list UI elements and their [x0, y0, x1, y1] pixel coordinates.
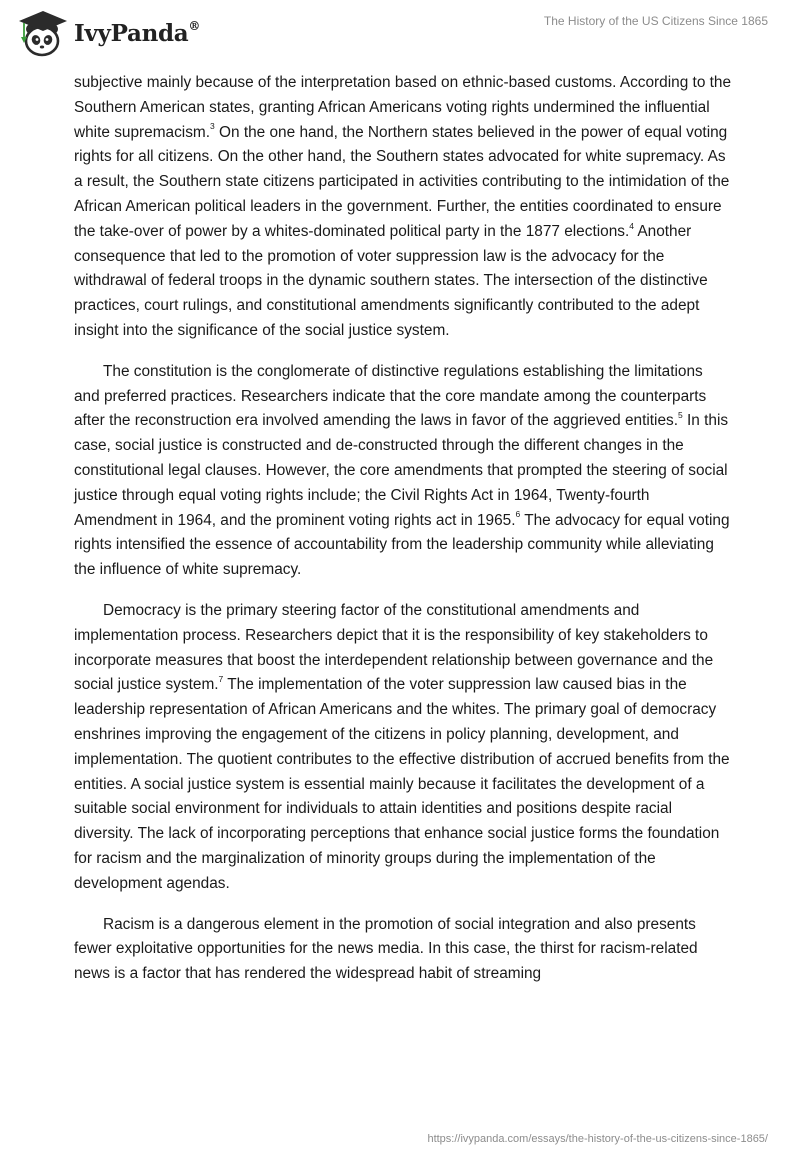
essay-paragraph [74, 913, 732, 987]
paragraph-text: In this case, social justice is constructed and de-constructed through the different changes in the constitutional legal clauses. However, the core amendments that prompted the steering of social justice through equal voting rights include; the Civil Rights Act in 1964, Twenty-fourth Amendment in 1964, and the prominent voting rights act in 1965. [74, 412, 729, 529]
footnote-ref: 5 [678, 410, 683, 421]
brand-name: IvyPanda® [74, 18, 201, 47]
footnote-ref: 7 [218, 674, 224, 685]
paragraph-text: On the one hand, the Northern states believed in the power of equal voting rights for all citizens. On the other hand, the Southern states advocated for white supremacy. As a result, the Southern state citizens participated in activities contributing to the intimidation of the African American political leaders in the government. Further, the entities coordinated to ensure the take-over of power by a whites-dominated political party in the 1877 elections. [74, 123, 730, 240]
page-header [0, 0, 800, 66]
paragraph-text: Democracy is the primary steering factor of the constitutional amendments and implementation process. Researchers depict that it is the responsibility of key stakeholders to incorporate measures that boost the interdependent relationship between governance and the social justice system. [74, 601, 714, 694]
essay-body [74, 71, 732, 1003]
source-url[interactable]: https://ivypanda.com/essays/the-history-of-the-us-citizens-since-1865/ [427, 1133, 768, 1145]
ivypanda-logo[interactable] [16, 8, 200, 58]
paragraph-text: subjective mainly because of the interpretation based on ethnic-based customs. According to the Southern American states, granting African Americans voting rights undermined the influential white supremacism. [74, 74, 732, 141]
paragraph-text: The constitution is the conglomerate of distinctive regulations establishing the limitations and preferred practices. Researchers indicate that the core mandate among the counterparts after the reconstruction era involved amending the laws in favor of the aggrieved entities. [74, 362, 707, 430]
document-title: The History of the US Citizens Since 1865 [543, 14, 768, 28]
panda-graduate-icon [16, 8, 70, 58]
essay-paragraph [74, 599, 732, 897]
essay-paragraph [74, 71, 732, 344]
footnote-ref: 6 [515, 509, 521, 520]
footnote-ref: 3 [210, 121, 215, 132]
essay-paragraph [74, 360, 732, 583]
paragraph-text: Another consequence that led to the promotion of voter suppression law is the advocacy for the withdrawal of federal troops in the dynamic southern states. The intersection of the distinctive practices, court rulings, and constitutional amendments significantly contributed to the adept insight into the significance of the social justice system. [74, 222, 708, 339]
paragraph-text: The implementation of the voter suppression law caused bias in the leadership representation of African Americans and the whites. The primary goal of democracy enshrines improving the engagement of the citizens in policy planning, development, and implementation. The quotient contributes to the effective distribution of accrued benefits from the entities. A social justice system is essential mainly because it facilitates the development of a suitable social environment for individuals to attain identities and positions despite racial diversity. The lack of incorporating perceptions that enhance social justice forms the foundation for racism and the marginalization of minority groups during the implementation of the development agendas. [74, 676, 730, 892]
paragraph-text: Racism is a dangerous element in the promotion of social integration and also presents fewer exploitative opportunities for the news media. In this case, the thirst for racism-related news is a factor that has rendered the widespread habit of streaming [74, 915, 698, 983]
paragraph-text: The advocacy for equal voting rights intensified the essence of accountability from the leadership community while alleviating the influence of white supremacy. [74, 511, 730, 579]
footnote-ref: 4 [629, 220, 634, 231]
